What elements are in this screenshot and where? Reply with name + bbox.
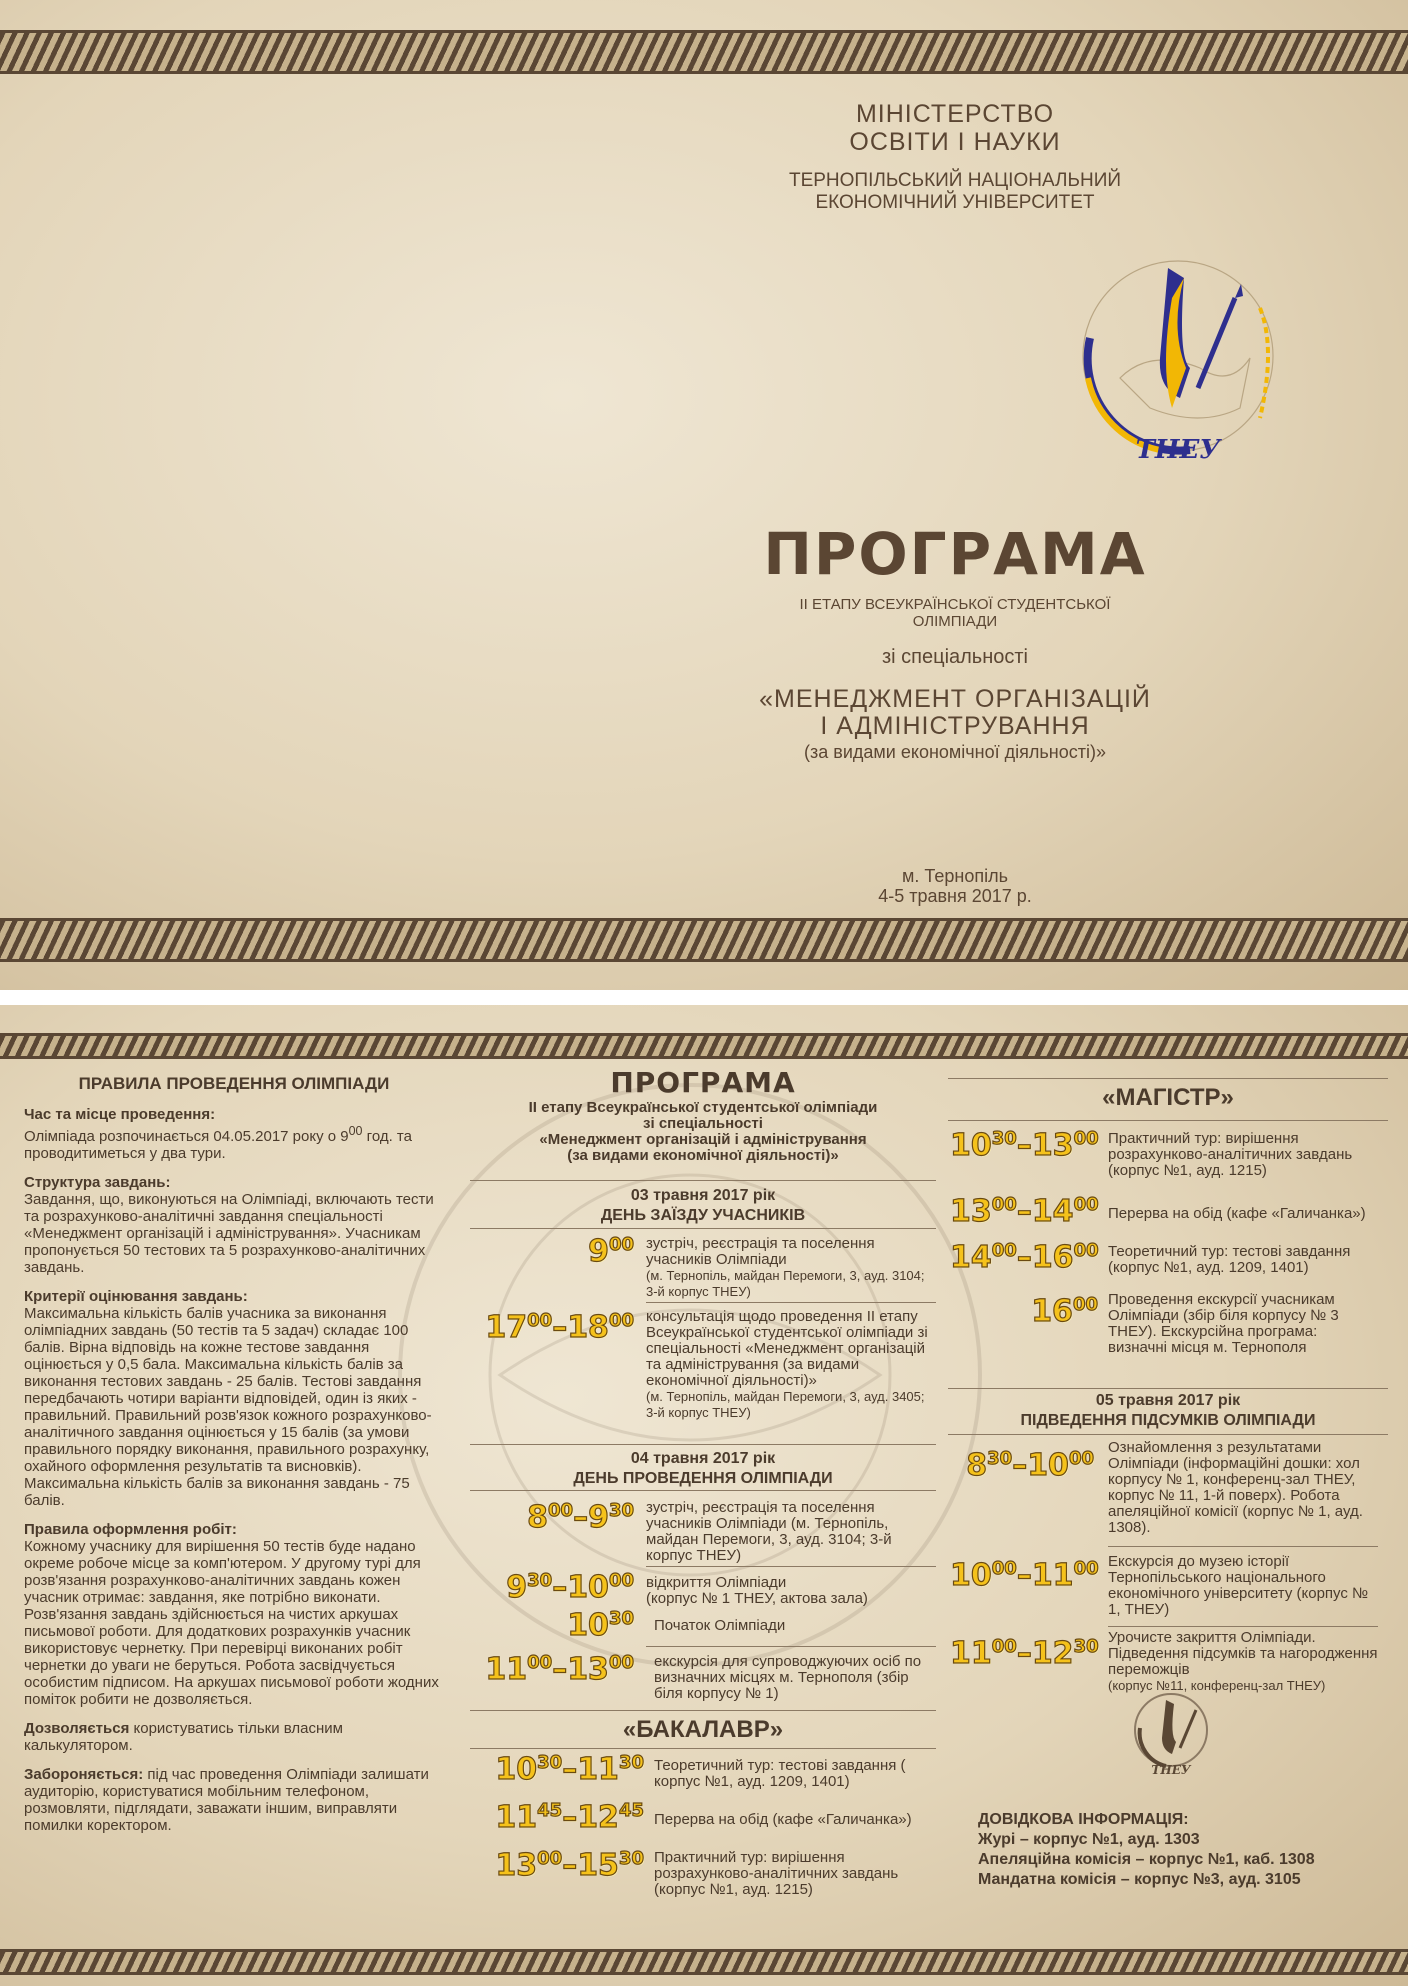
specialty-intro: зі спеціальності (881, 646, 1028, 668)
time-minute: 30 (1073, 1636, 1099, 1657)
bottom-rope-border (0, 918, 1408, 962)
time-minute: 30 (991, 1128, 1017, 1149)
time-hour: 15 (577, 1848, 619, 1883)
event-note: (м. Тернопіль, майдан Перемоги, 3, ауд. 3405; 3-й корпус ТНЕУ) (646, 1389, 925, 1420)
cover-title: ПРОГРАМА (763, 520, 1147, 588)
cover-city: м. Тернопіль (902, 866, 1008, 886)
event-opening (646, 1575, 936, 1607)
divider (470, 1748, 936, 1749)
program-subtitle-line: зі спеціальності (643, 1115, 763, 1132)
time-minute: 00 (991, 1240, 1017, 1261)
event-museum: Екскурсія до музею історії Тернопільського національного економічного університету (корпус № 1, ТНЕУ) (1108, 1553, 1369, 1618)
rules-time-sup: 00 (348, 1124, 363, 1138)
time-slot: $10^{30}-13^{00}$ (950, 1128, 1099, 1163)
event-registration-day2: зустріч, реєстрація та поселення учасників Олімпіади (м. Тернопіль, майдан Перемоги, 3, ауд. 3104; 3-й корпус ТНЕУ) (646, 1499, 892, 1564)
bottom-rope-border (0, 1949, 1408, 1975)
divider (470, 1710, 936, 1711)
reference-line: Мандатна комісія – корпус №3, ауд. 3105 (978, 1871, 1301, 1888)
divider (948, 1388, 1388, 1389)
reference-info (978, 1810, 1388, 1890)
time-hour: 12 (1031, 1636, 1074, 1671)
time-slot: $11^{00}-12^{30}$ (950, 1636, 1099, 1671)
rules-criteria (24, 1288, 444, 1509)
divider (948, 1078, 1388, 1079)
time-hour: 18 (567, 1310, 609, 1345)
divider (948, 1120, 1388, 1121)
top-rope-border (0, 1033, 1408, 1059)
time-minute: 30 (618, 1752, 644, 1773)
event-magister-theory: Теоретичний тур: тестові завдання (корпус №1, ауд. 1209, 1401) (1108, 1243, 1351, 1276)
time-hour: 9 (506, 1570, 528, 1605)
rules-format (24, 1521, 444, 1708)
rules-title: ПРАВИЛА ПРОВЕДЕННЯ ОЛІМПІАДИ (78, 1074, 390, 1093)
time-hour: 10 (495, 1752, 538, 1787)
event-note: (корпус № 1 ТНЕУ, актова зала) (646, 1590, 868, 1607)
specialty-name (700, 686, 1210, 740)
rules-forbidden-text: під час проведення Олімпіади залишати аудиторію, користуватися мобільним телефоном, розмовляти, підглядати, заважати іншим, виправляти помилки коректором. (24, 1766, 429, 1834)
time-hour: 9 (588, 1500, 609, 1535)
time-hour: 13 (1031, 1128, 1074, 1163)
cover-page (0, 0, 1408, 990)
rules-column (24, 1106, 444, 1846)
subtitle-line: ОЛІМПІАДИ (912, 613, 998, 630)
time-slot: $10^{00}-11^{00}$ (950, 1558, 1099, 1593)
time-minute: 00 (548, 1500, 574, 1521)
ministry-line: ОСВІТИ І НАУКИ (849, 128, 1061, 156)
time-minute: 30 (608, 1608, 634, 1629)
event-bachelor-practice: Практичний тур: вирішення розрахунково-аналітичних завдань (корпус №1, ауд. 1215) (654, 1849, 899, 1898)
rules-allowed-heading: Дозволяється (24, 1720, 130, 1737)
time-hour: 11 (1031, 1558, 1074, 1593)
time-minute: 00 (608, 1570, 634, 1591)
time-minute: 30 (527, 1570, 553, 1591)
time-minute: 00 (527, 1652, 553, 1673)
time-minute: 00 (608, 1652, 634, 1673)
time-hour: 8 (966, 1448, 988, 1483)
program-subtitle-line: ІІ етапу Всеукраїнської студентської олімпіади (528, 1099, 878, 1116)
rules-criteria-text: Максимальна кількість балів учасника за виконання олімпіадних завдань (50 тестів та 5 задач) складає 100 балів. Вірна відповідь на кожне тестове завдання оцінюється у 0,5 бала. Максимальна кількість балів за виконання тестових завдань - 25 балів. Тестові завдання передбачають чотири варіанти відповідей, один із яких - правильний. Правильний розв'язок кожного розрахунково-аналітичного завдання оцінюється у 15 балів (за умови правильного порядку виконання, правильного розрахунку, охайного оформлення результатів та висновків). Максимальна кількість балів за виконання завдань - 75 балів. (24, 1305, 432, 1509)
time-slot: $13^{00}-15^{30}$ (495, 1848, 644, 1883)
time-hour: 17 (485, 1310, 528, 1345)
magister-heading: «МАГІСТР» (1102, 1084, 1234, 1111)
divider (646, 1302, 936, 1303)
rules-format-heading: Правила оформлення робіт: (24, 1521, 237, 1538)
time-minute: 30 (608, 1500, 634, 1521)
rules-allowed-text: користуватись тільки власним калькулятором. (24, 1720, 343, 1754)
event-registration (646, 1236, 936, 1300)
small-logo-text: ТНЕУ (1151, 1763, 1191, 1777)
time-hour: 11 (485, 1652, 528, 1687)
rules-time-heading: Час та місце проведення: (24, 1106, 216, 1123)
small-university-logo (1126, 1688, 1216, 1778)
time-hour: 14 (1031, 1194, 1074, 1229)
divider (1108, 1546, 1378, 1547)
divider (470, 1180, 936, 1181)
divider (646, 1566, 936, 1567)
time-slot: $13^{00}-14^{00}$ (950, 1194, 1099, 1229)
day3-date: 05 травня 2017 рік (1095, 1392, 1241, 1409)
rules-time (24, 1106, 444, 1162)
time-minute: 30 (987, 1448, 1013, 1469)
time-hour: 16 (1031, 1294, 1073, 1329)
time-minute: 45 (537, 1800, 563, 1821)
time-hour: 10 (950, 1558, 992, 1593)
time-minute: 00 (991, 1558, 1017, 1579)
day1-title: ДЕНЬ ЗАЇЗДУ УЧАСНИКІВ (600, 1207, 806, 1224)
rules-forbidden (24, 1766, 444, 1834)
ministry-name (700, 100, 1210, 156)
time-minute: 00 (1073, 1558, 1099, 1579)
time-hour: 11 (950, 1636, 992, 1671)
divider (1108, 1626, 1378, 1627)
time-minute: 00 (527, 1310, 553, 1331)
event-bachelor-theory: Теоретичний тур: тестові завдання ( корпус №1, ауд. 1209, 1401) (654, 1757, 906, 1790)
event-text: відкриття Олімпіади (646, 1574, 787, 1591)
rules-allowed (24, 1720, 444, 1754)
event-bachelor-lunch: Перерва на обід (кафе «Галичанка») (654, 1811, 912, 1828)
rules-structure (24, 1174, 444, 1276)
event-closing (1108, 1630, 1378, 1694)
time-minute: 00 (1068, 1448, 1094, 1469)
university-logo (1060, 238, 1300, 478)
time-hour: 13 (495, 1848, 538, 1883)
time-minute: 00 (1072, 1294, 1098, 1315)
event-excursion: екскурсія для супроводжуючих осіб по визначних місцях м. Тернополя (збір біля корпусу № 1) (654, 1653, 922, 1702)
cover-subtitle (700, 596, 1210, 630)
rules-time-text-end: год. та проводитиметься у два тури. (24, 1128, 412, 1162)
day2-title: ДЕНЬ ПРОВЕДЕННЯ ОЛІМПІАДИ (573, 1470, 833, 1487)
time-slot: $8^{30}-10^{00}$ (966, 1448, 1094, 1483)
time-minute: 00 (1073, 1194, 1099, 1215)
specialty-note: (за видами економічної діяльності)» (804, 742, 1106, 762)
rules-format-text: Кожному учаснику для вирішення 50 тестів буде надано окреме робоче місце за комп'ютером. У другому турі для розв'язання розрахунково-аналітичних завдань кожен учасник отримає: завдання, яке потрібно виконати. Розв'язання завдань здійснюється на чистих аркушах письмової роботи. Для додаткових розрахунків учасник використовує чернетку. При перевірці виконаних робіт чернетки до уваги не беруться. Робота засвідчується особистим підписом. На аркушах письмової роботи жодних поміток робити не дозволяється. (24, 1538, 439, 1708)
subtitle-line: ІІ ЕТАПУ ВСЕУКРАЇНСЬКОЇ СТУДЕНТСЬКОЇ (799, 596, 1111, 613)
rules-structure-text: Завдання, що, виконуються на Олімпіаді, включають тести та розрахунково-аналітичні завдання спеціальності «Менеджмент організацій і адміністрування». Учасникам пропонується 50 тестових та 5 розрахунково-аналітичних завдань. (24, 1191, 434, 1276)
rules-time-text: Олімпіада розпочинається 04.05.2017 року о 9 (24, 1128, 349, 1145)
time-minute: 00 (1073, 1240, 1099, 1261)
time-hour: 11 (495, 1800, 538, 1835)
event-magister-lunch: Перерва на обід (кафе «Галичанка») (1108, 1205, 1366, 1222)
event-start: Початок Олімпіади (654, 1617, 786, 1634)
event-text: Урочисте закриття Олімпіади. Підведення підсумків та нагородження переможців (1108, 1629, 1378, 1678)
time-slot: $14^{00}-16^{00}$ (950, 1240, 1099, 1275)
cover-dates: 4-5 травня 2017 р. (878, 886, 1032, 906)
time-hour: 9 (588, 1234, 609, 1269)
top-rope-border (0, 30, 1408, 74)
university-line: ЕКОНОМІЧНИЙ УНІВЕРСИТЕТ (815, 192, 1095, 213)
time-hour: 12 (577, 1800, 619, 1835)
time-minute: 00 (1073, 1128, 1099, 1149)
bachelor-heading: «БАКАЛАВР» (622, 1716, 784, 1743)
time-minute: 45 (618, 1800, 644, 1821)
time-slot: $17^{00}-18^{00}$ (485, 1310, 634, 1345)
event-results: Ознайомлення з результатами Олімпіади (інформаційні дошки: хол корпусу № 1, конференц-зал ТНЕУ, корпус № 11, 1-й поверх). Робота апеляційної комісії (корпус № 1, ауд. 1308). (1108, 1439, 1363, 1536)
program-subtitle-line: «Менеджмент організацій і адміністрування (539, 1131, 867, 1148)
time-slot (470, 1608, 634, 1643)
time-slot: $9^{30}-10^{00}$ (506, 1570, 634, 1605)
reference-line: Журі – корпус №1, ауд. 1303 (978, 1831, 1200, 1848)
rules-criteria-heading: Критерії оцінювання завдань: (24, 1288, 248, 1305)
divider (470, 1444, 936, 1445)
time-hour: 16 (1031, 1240, 1074, 1275)
ministry-line: МІНІСТЕРСТВО (855, 100, 1055, 128)
divider (646, 1646, 936, 1647)
program-title: ПРОГРАМА (610, 1066, 796, 1099)
time-minute: 00 (991, 1194, 1017, 1215)
event-text: консультація щодо проведення ІІ етапу Всеукраїнської студентської олімпіади зі спеціальності «Менеджмент організацій та адміністрування (за видами економічної діяльності)» (646, 1308, 928, 1389)
time-minute: 00 (537, 1848, 563, 1869)
rules-structure-heading: Структура завдань: (24, 1174, 171, 1191)
event-text: зустріч, реєстрація та поселення учасників Олімпіади (646, 1235, 875, 1268)
time-hour: 13 (567, 1652, 609, 1687)
program-subtitle (468, 1100, 938, 1164)
event-note: (корпус №11, конференц-зал ТНЕУ) (1108, 1678, 1326, 1693)
day2-date: 04 травня 2017 рік (630, 1450, 776, 1467)
program-subtitle-line: (за видами економічної діяльності)» (567, 1147, 839, 1164)
time-hour: 11 (577, 1752, 619, 1787)
specialty-line: «МЕНЕДЖМЕНТ ОРГАНІЗАЦІЙ (759, 685, 1151, 713)
time-hour: 10 (1027, 1448, 1069, 1483)
divider (470, 1228, 936, 1229)
university-line: ТЕРНОПІЛЬСЬКИЙ НАЦІОНАЛЬНИЙ (788, 170, 1122, 191)
time-minute: 00 (608, 1310, 634, 1331)
time-minute: 30 (618, 1848, 644, 1869)
time-hour: 14 (950, 1240, 992, 1275)
time-slot: $10^{30}-11^{30}$ (495, 1752, 644, 1787)
time-hour: 8 (527, 1500, 548, 1535)
day1-date: 03 травня 2017 рік (630, 1187, 776, 1204)
time-slot (470, 1234, 634, 1269)
event-magister-practice: Практичний тур: вирішення розрахунково-аналітичних завдань (корпус №1, ауд. 1215) (1108, 1130, 1353, 1179)
time-hour: 13 (950, 1194, 992, 1229)
time-hour: 10 (567, 1570, 609, 1605)
logo-text: ТНЕУ (1135, 435, 1221, 465)
event-consultation (646, 1309, 936, 1421)
divider (470, 1490, 936, 1491)
time-minute: 00 (608, 1234, 634, 1255)
time-minute: 30 (537, 1752, 563, 1773)
time-hour: 10 (950, 1128, 992, 1163)
time-slot (950, 1294, 1098, 1329)
divider (948, 1434, 1388, 1435)
day3-title: ПІДВЕДЕННЯ ПІДСУМКІВ ОЛІМПІАДИ (1020, 1412, 1316, 1429)
time-slot: $11^{45}-12^{45}$ (495, 1800, 644, 1835)
time-minute: 00 (991, 1636, 1017, 1657)
reference-title: ДОВІДКОВА ІНФОРМАЦІЯ: (978, 1811, 1189, 1828)
event-note: (м. Тернопіль, майдан Перемоги, 3, ауд. 3104; 3-й корпус ТНЕУ) (646, 1268, 925, 1299)
time-slot: $11^{00}-13^{00}$ (485, 1652, 634, 1687)
specialty-line: І АДМІНІСТРУВАННЯ (820, 712, 1090, 740)
event-magister-excursion: Проведення екскурсії учасникам Олімпіади (збір біля корпусу № 3 ТНЕУ). Екскурсійна програма: визначні місця м. Тернополя (1108, 1291, 1339, 1356)
time-hour: 10 (567, 1608, 609, 1643)
rules-forbidden-heading: Забороняється: (24, 1766, 144, 1783)
time-slot: $8^{00}-9^{30}$ (527, 1500, 634, 1535)
university-name (700, 170, 1210, 214)
reference-line: Апеляційна комісія – корпус №1, каб. 1308 (978, 1851, 1315, 1868)
